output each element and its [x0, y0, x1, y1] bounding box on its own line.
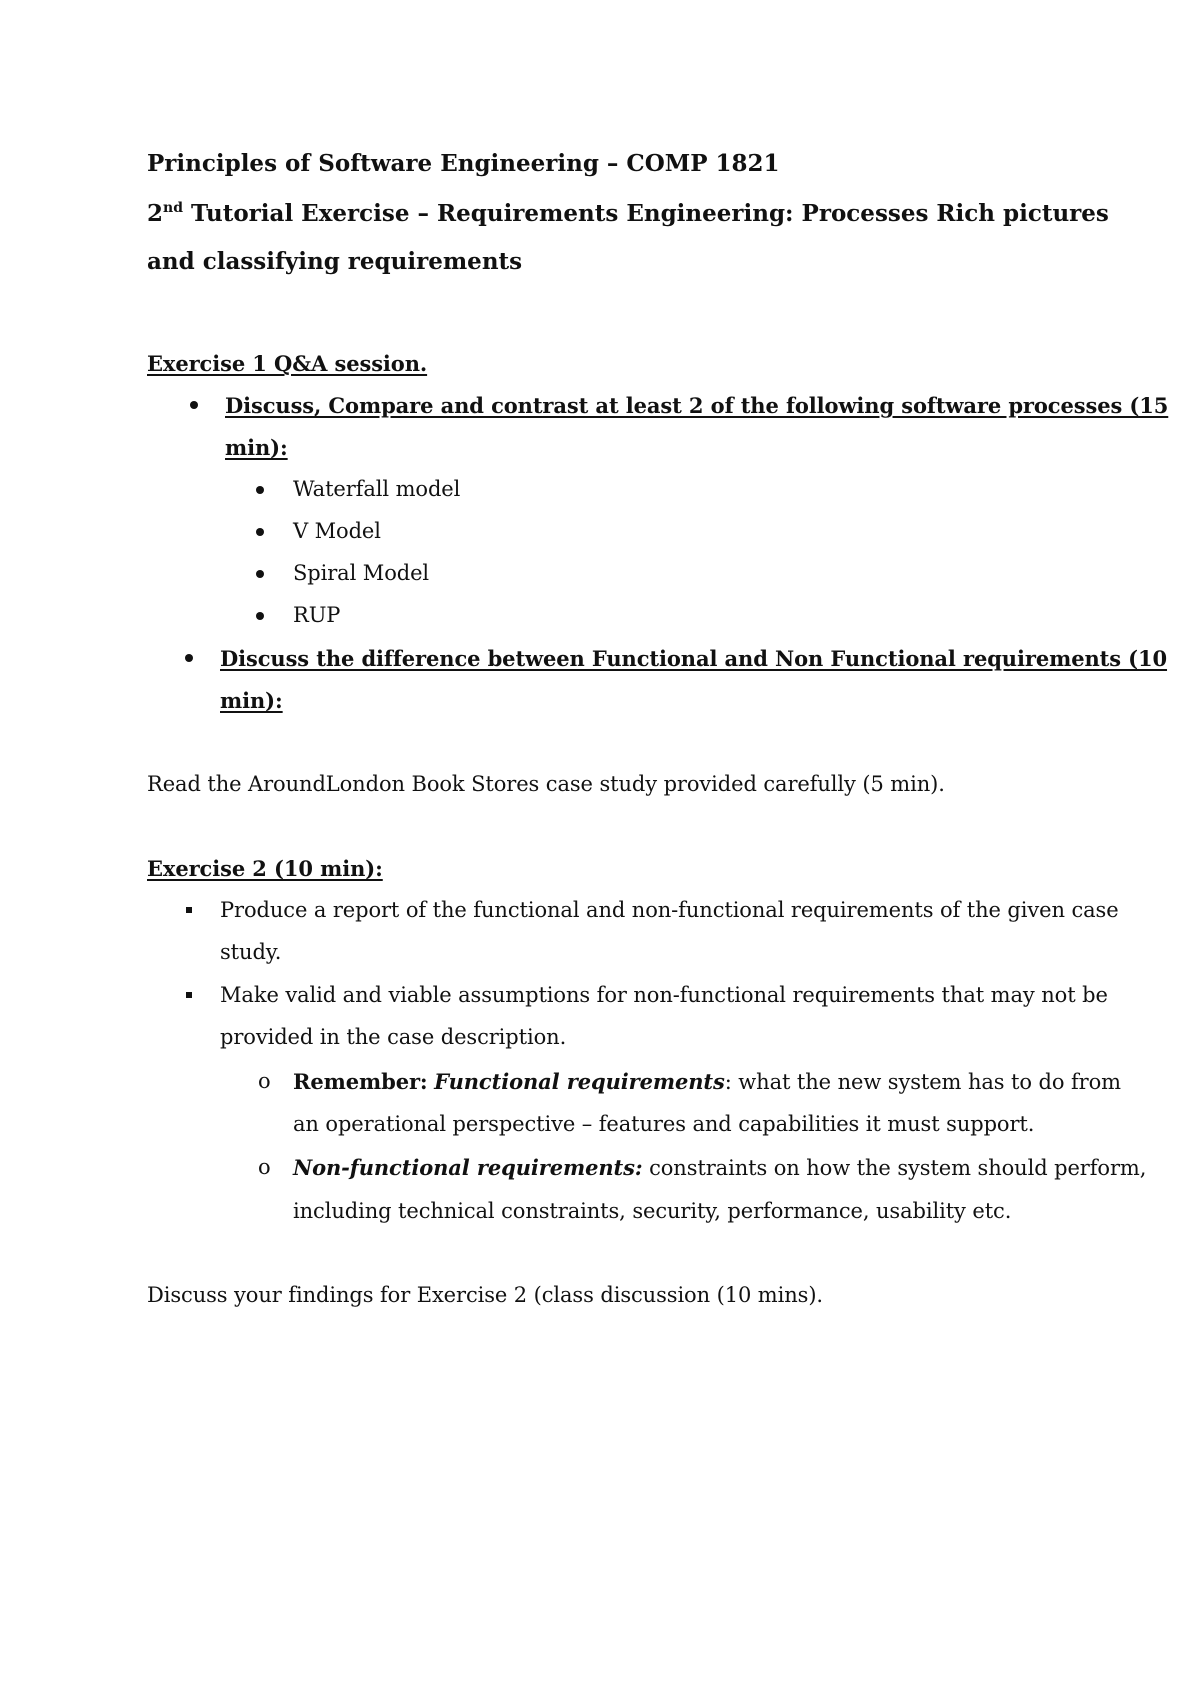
bullet-dot-icon	[256, 528, 264, 536]
process-item: Waterfall model	[293, 477, 461, 501]
non-functional-term: Non-functional requirements:	[293, 1155, 643, 1180]
process-item: Spiral Model	[293, 561, 430, 585]
exercise2-bullet1-line2: study.	[220, 940, 282, 964]
exercise1-item2-line2: min):	[220, 688, 283, 713]
bullet-square-icon	[186, 992, 192, 998]
tutorial-title-line2: and classifying requirements	[147, 248, 523, 275]
exercise1-heading: Exercise 1 Q&A session.	[147, 351, 428, 376]
exercise2-bullet2-line1: Make valid and viable assumptions for non-functional requirements that may not be	[220, 983, 1108, 1007]
tutorial-title-text: Tutorial Exercise – Requirements Engineering: Processes Rich pictures	[182, 200, 1109, 227]
bullet-dot-icon	[256, 486, 264, 494]
course-title: Principles of Software Engineering – COMP 1821	[147, 150, 780, 177]
exercise2-heading: Exercise 2 (10 min):	[147, 856, 383, 881]
sub-bullet-o-icon: o	[258, 1069, 271, 1093]
functional-term: Functional requirements	[434, 1069, 725, 1094]
tutorial-suffix: nd	[163, 200, 183, 216]
tutorial-title-line1	[147, 200, 1109, 228]
exercise1-item1-line1: Discuss, Compare and contrast at least 2 of the following software processes (15	[225, 393, 1169, 418]
bullet-dot-icon	[256, 612, 264, 620]
non-functional-definition: constraints on how the system should perform,	[642, 1156, 1147, 1180]
exercise2-bullet2-line2: provided in the case description.	[220, 1025, 567, 1049]
process-item: V Model	[293, 519, 381, 543]
exercise1-item1-line2: min):	[225, 435, 288, 460]
exercise2-sub1-line1	[293, 1069, 1121, 1095]
bullet-square-icon	[186, 907, 192, 913]
exercise1-item2-line1: Discuss the difference between Functional and Non Functional requirements (10	[220, 646, 1168, 671]
closing-instruction: Discuss your findings for Exercise 2 (class discussion (10 mins).	[147, 1283, 823, 1307]
functional-definition: : what the new system has to do from	[724, 1070, 1121, 1094]
remember-label: Remember:	[293, 1069, 428, 1094]
bullet-dot-icon	[190, 401, 198, 409]
exercise2-sub2-line1	[293, 1155, 1146, 1181]
sub-bullet-o-icon: o	[258, 1155, 271, 1179]
bullet-dot-icon	[256, 570, 264, 578]
process-item: RUP	[293, 603, 341, 627]
exercise2-sub1-line2: an operational perspective – features and capabilities it must support.	[293, 1112, 1035, 1136]
case-study-instruction: Read the AroundLondon Book Stores case study provided carefully (5 min).	[147, 772, 945, 796]
exercise2-sub2-line2: including technical constraints, security, performance, usability etc.	[293, 1199, 1012, 1223]
tutorial-number: 2	[147, 200, 164, 227]
exercise2-bullet1-line1: Produce a report of the functional and non-functional requirements of the given case	[220, 898, 1119, 922]
bullet-dot-icon	[185, 654, 193, 662]
